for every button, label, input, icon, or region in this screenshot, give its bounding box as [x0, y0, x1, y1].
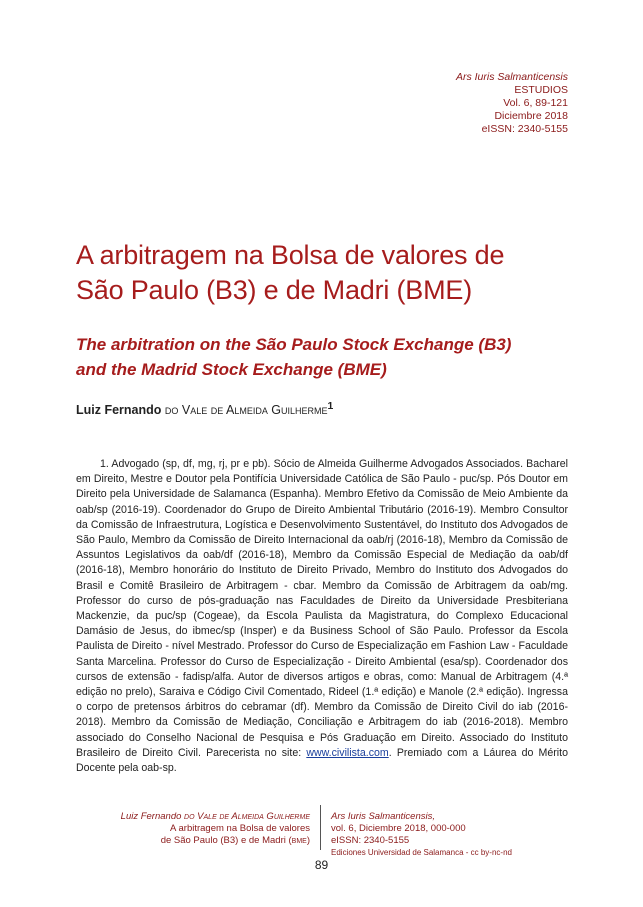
footer-volume: vol. 6, Diciembre 2018, 000-000 — [331, 823, 466, 834]
author-footnote-mark: 1 — [327, 401, 334, 412]
footer-title-abbreviation: bme — [291, 835, 307, 846]
footnote-website-link[interactable]: www.civilista.com — [306, 746, 389, 759]
title-line-2-end: ) — [463, 275, 472, 305]
footer-title-line-2 — [121, 835, 310, 847]
footer-title-line-1: A arbitragem na Bolsa de valores — [170, 823, 310, 834]
footer-title-line-2-end: ) — [306, 835, 310, 846]
author-footnote — [76, 457, 568, 776]
footer-citation-left — [121, 811, 310, 847]
footer-author-last: do Vale de Almeida Guilherme — [184, 811, 310, 822]
footer-author — [121, 811, 310, 823]
author-last-name: do Vale de Almeida Guilherme — [164, 403, 328, 418]
footer-citation-right — [331, 811, 512, 859]
author-first-name: Luiz Fernando — [76, 403, 162, 418]
footnote-body: 1. Advogado (sp, df, mg, rj, pr e pb). Sócio de Almeida Guilherme Advogados Associados. Bacharel em Direito, Mestre e Doutor pela Pontifícia Universidade Católica de São Paulo - puc/sp. Pós Doutor em Direito pela Universidade de Salamanca (Espanha). Membro Efetivo da Comissão de Meio Ambiente da oab/sp (2016-19). Coordenador do Grupo de Direito Ambiental Tributário (2016-19). Membro Consultor da Comissão de Infraestrutura, Logística e Desenvolvimento Sustentável, do Instituto dos Advogados de São Paulo, Membro da Comissão de Direito Internacional da oab/rj (2016-18), Membro da Comissão de Assuntos Legislativos da oab/df (2016-18), Membro da Comissão Especial de Mediação da oab/df (2016-18), Membro honorário do Instituto de Direito Privado, Membro do Instituto dos Advogados do Brasil e Comitê Brasileiro de Arbitragem - cbar. Membro da Comissão de Arbitragem da oab/mg. Professor do curso de pós-graduação nas Faculdades de Direito da Universidade Presbiteriana Mackenzie, da puc/sp (Cogeae), da Escola Paulista da Magistratura, do Complexo Educacional Damásio de Jesus, do ibmec/sp (Insper) e da Business School of São Paulo. Professor da Escola Paulista de Direito - nível Mestrado. Professor do Curso de Especialização em Fashion Law - Faculdade Santa Marcelina. Professor do Curso de Especialização - Direito Ambiental (esa/sp). Coordenador dos cursos de extensão - fadisp/alfa. Autor de diversos artigos e obras, como: Manual de Arbitragem (4.ª edição no prelo), Saraiva e Código Civil Comentado, Rideel (1.ª edição) e Manole (2.ª edição). Ingressa o corpo de pretensos árbitros do cebramar (df). Membro da Comissão de Direito Civil do iab (2016-2018). Membro da Comissão de Mediação, Conciliação e Arbitragem do iab (2016-2018). Membro associado do Conselho Nacional de Pesquisa e Pós Graduação em Direito. Associado do Instituto Brasileiro de Direito Civil. Parecerista no site: — [76, 458, 568, 759]
title-line-2: São Paulo (B3) e de Madri ( — [76, 275, 406, 305]
footer-title-line-2-main: de São Paulo (B3) e de Madri ( — [160, 835, 292, 846]
subtitle-abbreviation: BME — [343, 360, 382, 379]
footer-journal: Ars Iuris Salmanticensis, — [331, 811, 436, 822]
masthead-volume: Vol. 6, 89-121 — [503, 97, 568, 109]
page-number: 89 — [314, 858, 329, 872]
footer-divider — [320, 805, 321, 850]
masthead-journal-name: Ars Iuris Salmanticensis — [455, 71, 568, 83]
footer-publisher: Ediciones Universidad de Salamanca - cc by-nc-nd — [331, 848, 512, 857]
masthead-eissn: eISSN: 2340-5155 — [481, 123, 568, 135]
subtitle-line-2-end: ) — [381, 360, 387, 379]
subtitle-line-1: The arbitration on the São Paulo Stock Exchange (B3) — [76, 335, 512, 354]
title-abbreviation: BME — [405, 275, 464, 305]
article-title — [76, 238, 576, 308]
article-author — [76, 401, 333, 417]
footer-author-first: Luiz Fernando — [120, 811, 182, 822]
masthead-section: ESTUDIOS — [514, 84, 568, 96]
subtitle-line-2: and the Madrid Stock Exchange ( — [76, 360, 344, 379]
article-subtitle — [76, 332, 576, 382]
footer-eissn: eISSN: 2340-5155 — [331, 835, 410, 846]
footnote-tail: . Premiado com a Láurea do Mérito Docente pela oab-sp. — [76, 746, 568, 775]
masthead-date: Diciembre 2018 — [494, 110, 568, 122]
journal-masthead — [456, 71, 568, 136]
title-line-1: A arbitragem na Bolsa de valores de — [76, 240, 505, 270]
